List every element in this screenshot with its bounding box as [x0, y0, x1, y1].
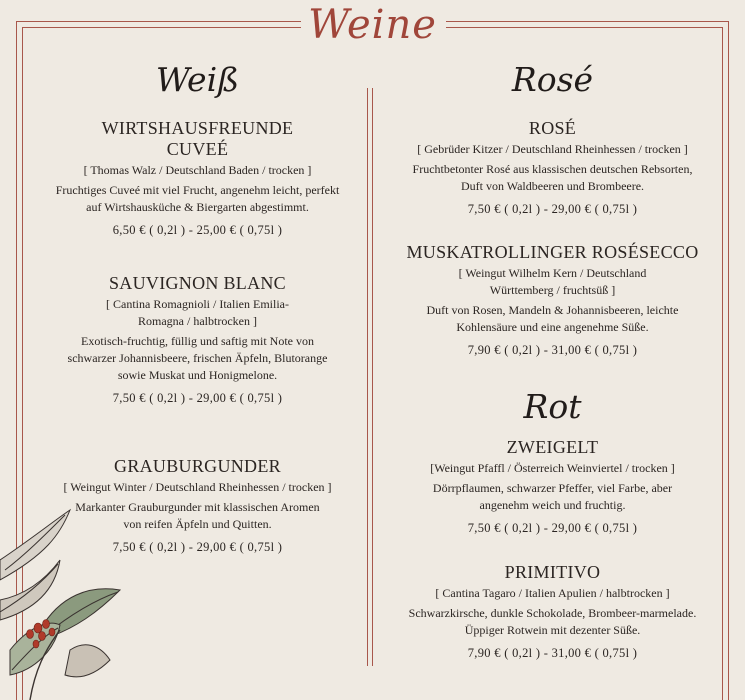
wine-description: Dörrpflaumen, schwarzer Pfeffer, viel Farbe, aber angenehm weich und fruchtig. — [432, 481, 673, 512]
menu-title: Weine — [308, 2, 437, 48]
wine-entry — [30, 118, 365, 239]
column-rose-rot — [385, 0, 720, 700]
wine-name: PRIMITIVO — [504, 562, 601, 582]
section-heading-rot: Rot — [523, 387, 582, 426]
wine-description: Duft von Rosen, Mandeln & Johannisbeeren, leichte Kohlensäure und eine angenehme Süße. — [426, 303, 679, 334]
wine-entry — [385, 118, 720, 218]
wine-name: GRAUBURGUNDER — [114, 456, 281, 476]
leaf-decoration-icon — [0, 500, 130, 700]
wine-origin: [ Weingut Winter / Deutschland Rheinhessen / trocken ] — [63, 480, 332, 494]
wine-price: 7,90 € ( 0,2l ) - 31,00 € ( 0,75l ) — [467, 646, 638, 660]
wine-origin: [ Weingut Wilhelm Kern / Deutschland Württemberg / fruchtsüß ] — [458, 266, 647, 297]
wine-origin: [ Cantina Tagaro / Italien Apulien / halbtrocken ] — [435, 586, 670, 600]
wine-name: WIRTSHAUSFREUNDE CUVEÉ — [101, 118, 294, 159]
wine-description: Exotisch-fruchtig, füllig und saftig mit Note von schwarzer Johannisbeere, frischen Äpfeln, Blutorange sowie Muskat und Honigmelone. — [67, 334, 328, 382]
wine-origin: [ Thomas Walz / Deutschland Baden / trocken ] — [83, 163, 312, 177]
wine-origin: [ Cantina Romagnioli / Italien Emilia-Romagna / halbtrocken ] — [106, 297, 289, 328]
wine-name: MUSKATROLLINGER ROSÉSECCO — [406, 242, 699, 262]
center-divider-left — [367, 88, 368, 666]
wine-name: SAUVIGNON BLANC — [108, 273, 286, 293]
wine-entry — [30, 273, 365, 407]
wine-price: 7,50 € ( 0,2l ) - 29,00 € ( 0,75l ) — [112, 391, 283, 405]
wine-entry — [385, 437, 720, 537]
wine-price: 7,50 € ( 0,2l ) - 29,00 € ( 0,75l ) — [467, 202, 638, 216]
wine-origin: [Weingut Pfaffl / Österreich Weinviertel / trocken ] — [430, 461, 675, 475]
wine-description: Schwarzkirsche, dunkle Schokolade, Brombeer-marmelade. Üppiger Rotwein mit dezenter Süße. — [408, 606, 697, 637]
center-divider-right — [372, 88, 373, 666]
wine-entry — [385, 242, 720, 359]
wine-name: ZWEIGELT — [506, 437, 599, 457]
wine-price: 7,50 € ( 0,2l ) - 29,00 € ( 0,75l ) — [112, 540, 283, 554]
wine-description: Fruchtbetonter Rosé aus klassischen deutschen Rebsorten, Duft von Waldbeeren und Brombeere. — [412, 162, 693, 193]
frame-right-inner — [722, 27, 723, 700]
wine-origin: [ Gebrüder Kitzer / Deutschland Rheinhessen / trocken ] — [417, 142, 688, 156]
section-heading-weiss: Weiß — [155, 60, 240, 99]
wine-name: ROSÉ — [528, 118, 577, 138]
wine-entry — [385, 562, 720, 662]
wine-description: Fruchtiges Cuveé mit viel Frucht, angenehm leicht, perfekt auf Wirtshausküche & Biergarten abgestimmt. — [55, 183, 340, 214]
wine-price: 7,50 € ( 0,2l ) - 29,00 € ( 0,75l ) — [467, 521, 638, 535]
section-heading-rose: Rosé — [511, 60, 594, 99]
wine-description: Markanter Grauburgunder mit klassischen Aromen von reifen Äpfeln und Quitten. — [75, 500, 320, 531]
wine-price: 6,50 € ( 0,2l ) - 25,00 € ( 0,75l ) — [112, 223, 283, 237]
wine-price: 7,90 € ( 0,2l ) - 31,00 € ( 0,75l ) — [467, 343, 638, 357]
frame-right-outer — [728, 21, 729, 700]
